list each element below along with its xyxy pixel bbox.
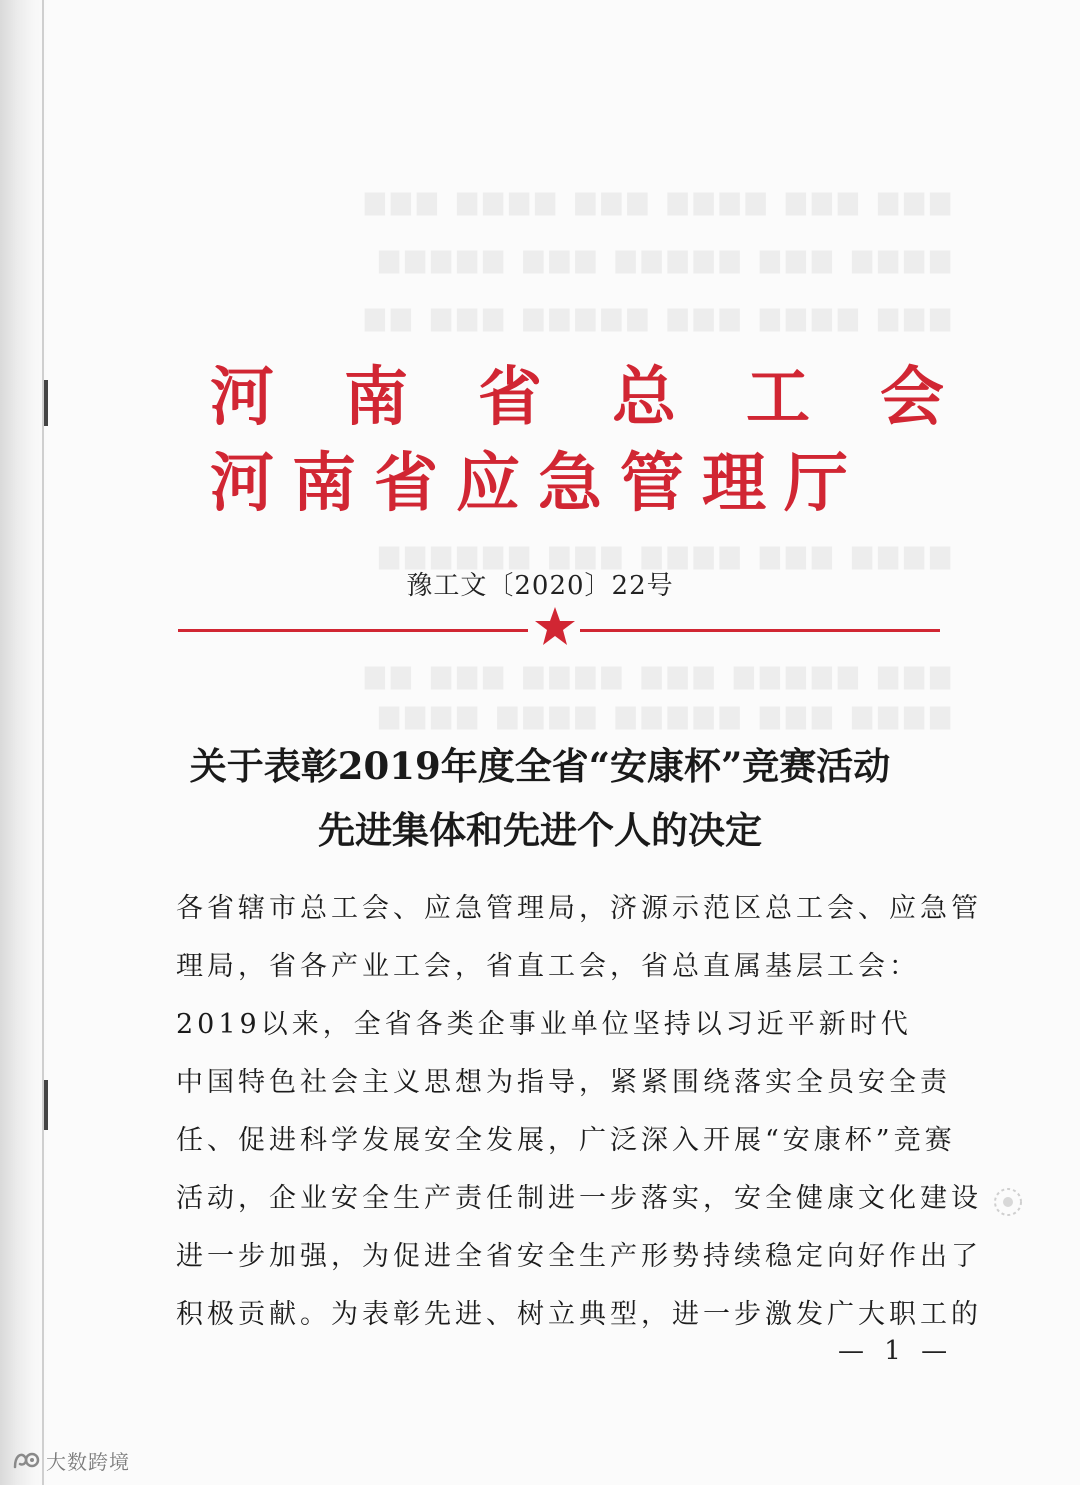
document-page: ▆▆▆ ▆▆▆ ▆▆▆▆ ▆▆▆ ▆▆▆▆ ▆▆▆ ▆▆▆▆ ▆▆▆ ▆▆▆▆▆ ▆▆▆ ▆▆▆▆▆ ▆▆▆ ▆▆▆▆ ▆▆▆ ▆▆▆▆▆ ▆▆▆ ▆▆ ▆▆▆▆ ▆▆▆ ▆▆▆▆ ▆▆▆ ▆▆▆▆▆▆ ▆▆▆ ▆▆▆▆▆ ▆▆▆ ▆▆▆▆ ▆▆▆ ▆▆ ▆▆▆▆ ▆▆▆ ▆▆▆▆▆ ▆▆▆▆ ▆▆▆▆ 河南省总工会 河南省应急管理厅 豫工文〔2020〕22号 关于表彰2019年度全省“安康杯”竞赛活动 先进集体和先进个人的决定 各省辖市总工会、应急管理局，济源示范区总工会、应急管 理局，省各产业工会，省直工会，省总直属基层工会： 2019以来，全省各类企事业单位坚持以习近平新时代 中国特色社会主义思想为指导，紧紧围绕落实全员安全责 任、促进科学发展安全发展，广泛深入开展“安康杯”竞赛 活动，企业安全生产责任制进一步落实，安全健康文化建设 进一步加强，为促进全省安全生产形势持续稳定向好作出了 积极贡献。为表彰先进、树立典型，进一步激发广大职工的 — 1 — 大数跨境: [0, 0, 1080, 1485]
body-text-line: 2019以来，全省各类企事业单位坚持以习近平新时代: [176, 1009, 912, 1040]
red-star-icon: [533, 605, 577, 649]
stamp-smudge-icon: [988, 1182, 1028, 1222]
body-text-line: 各省辖市总工会、应急管理局，济源示范区总工会、应急管: [176, 893, 982, 924]
binding-staple-mark: [44, 1080, 48, 1130]
issuer-name-line-2: 河南省应急管理厅: [210, 447, 866, 521]
document-title-line-1: 关于表彰2019年度全省“安康杯”竞赛活动: [189, 744, 891, 788]
binding-staple-mark: [44, 380, 48, 426]
body-text-line: 任、促进科学发展安全发展，广泛深入开展“安康杯”竞赛: [176, 1125, 956, 1156]
body-text-line: 积极贡献。为表彰先进、树立典型，进一步激发广大职工的: [176, 1299, 982, 1330]
brand-logo-icon: [12, 1448, 42, 1472]
brand-watermark: [12, 1446, 130, 1474]
document-title-line-2: 先进集体和先进个人的决定: [318, 808, 762, 852]
body-text-line: 活动，企业安全生产责任制进一步落实，安全健康文化建设: [176, 1183, 982, 1214]
body-text-line: 理局，省各产业工会，省直工会，省总直属基层工会：: [176, 951, 920, 982]
document-number: 豫工文〔2020〕22号: [406, 571, 674, 601]
page-number: — 1 —: [838, 1336, 954, 1366]
red-divider-left: [178, 629, 528, 632]
red-divider-right: [580, 629, 940, 632]
body-text-line: 中国特色社会主义思想为指导，紧紧围绕落实全员安全责: [176, 1067, 951, 1098]
body-text-line: 进一步加强，为促进全省安全生产形势持续稳定向好作出了: [176, 1241, 982, 1272]
issuer-name-line-1: 河南省总工会: [210, 361, 1014, 435]
watermark-text: 大数跨境: [46, 1449, 130, 1474]
